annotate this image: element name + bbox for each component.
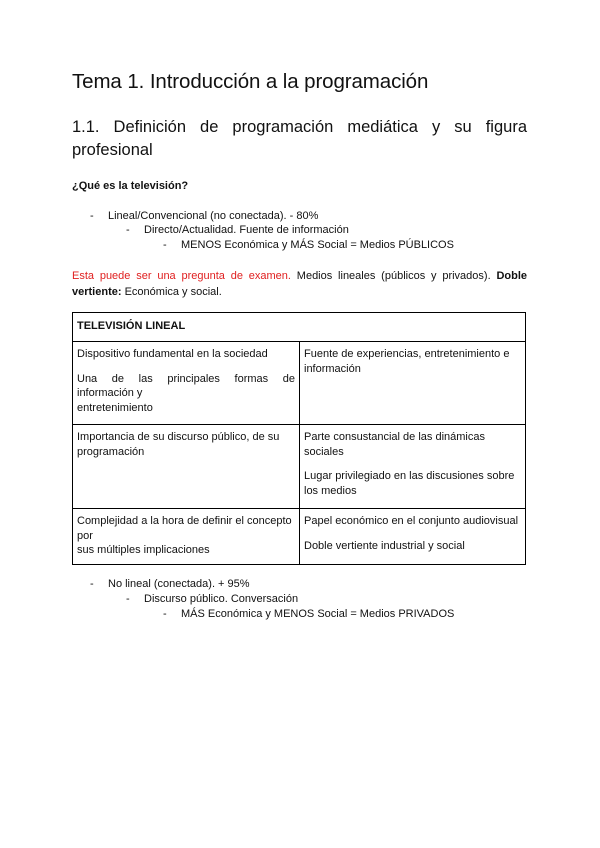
bullet-dash: - xyxy=(163,608,167,620)
list-item-text: Directo/Actualidad. Fuente de información xyxy=(144,224,349,236)
cell-line: Lugar privilegiado en las discusiones sobre xyxy=(304,470,515,482)
table-row xyxy=(73,509,526,565)
list-item-text: MÁS Económica y MENOS Social = Medios PRIVADOS xyxy=(181,608,455,620)
list-item-no-lineal xyxy=(90,578,250,590)
list-item-text: Lineal/Convencional (no conectada). - 80% xyxy=(108,210,319,222)
cell-line: información y xyxy=(77,387,143,399)
note-text-end: Económica y social. xyxy=(121,286,222,298)
cell-line: sus múltiples implicaciones xyxy=(77,544,210,556)
question-heading: ¿Qué es la televisión? xyxy=(72,180,189,192)
table-row xyxy=(73,342,526,425)
bullet-dash: - xyxy=(126,593,130,605)
table-cell-left xyxy=(73,342,300,425)
cell-line: por xyxy=(77,529,93,542)
note-text: Medios lineales (públicos y privados). xyxy=(290,270,497,282)
table-header: TELEVISIÓN LINEAL xyxy=(73,313,526,342)
cell-line: Doble vertiente industrial y social xyxy=(304,539,465,552)
list-item-discurso xyxy=(126,593,299,605)
cell-line: Parte consustancial de las dinámicas xyxy=(304,431,485,443)
cell-line: Papel económico en el conjunto audiovisual xyxy=(304,515,519,527)
list-item-text: No lineal (conectada). + 95% xyxy=(108,578,250,590)
list-item-directo xyxy=(126,224,349,236)
cell-line: programación xyxy=(77,445,145,458)
list-item-text: Discurso público. Conversación xyxy=(144,593,299,605)
list-item-publicos xyxy=(163,239,454,251)
cell-line: sociales xyxy=(304,445,344,458)
cell-line: los medios xyxy=(304,484,357,497)
bullet-dash: - xyxy=(126,224,130,236)
bullet-dash: - xyxy=(163,239,167,251)
bullet-dash: - xyxy=(90,210,94,222)
list-item-privados xyxy=(163,608,455,620)
cell-line: información xyxy=(304,362,361,375)
cell-line: Fuente de experiencias, entretenimiento e xyxy=(304,348,510,360)
page-title: Tema 1. Introducción a la programación xyxy=(72,70,429,93)
table-row xyxy=(73,425,526,509)
section-heading: 1.1. Definición de programación mediática y su figura profesional xyxy=(72,118,527,159)
cell-line: Complejidad a la hora de definir el concepto xyxy=(77,515,292,527)
cell-line: Una de las principales formas de xyxy=(77,372,295,385)
table-cell-right xyxy=(300,342,526,425)
cell-line: Dispositivo fundamental en la sociedad xyxy=(77,348,268,360)
table-cell-right xyxy=(300,509,526,565)
tv-lineal-table xyxy=(72,312,526,565)
exam-warning: Esta puede ser una pregunta de examen. xyxy=(72,270,291,282)
cell-line: Importancia de su discurso público, de su xyxy=(77,431,280,443)
table-cell-right xyxy=(300,425,526,509)
list-item-lineal xyxy=(90,210,319,222)
cell-line: entretenimiento xyxy=(77,401,153,414)
table-cell-left xyxy=(73,425,300,509)
note-bold: Doble vertiente: xyxy=(72,270,527,298)
table-cell-left xyxy=(73,509,300,565)
bullet-dash: - xyxy=(90,578,94,590)
exam-note xyxy=(72,268,527,300)
list-item-text: MENOS Económica y MÁS Social = Medios PÚBLICOS xyxy=(181,239,454,251)
